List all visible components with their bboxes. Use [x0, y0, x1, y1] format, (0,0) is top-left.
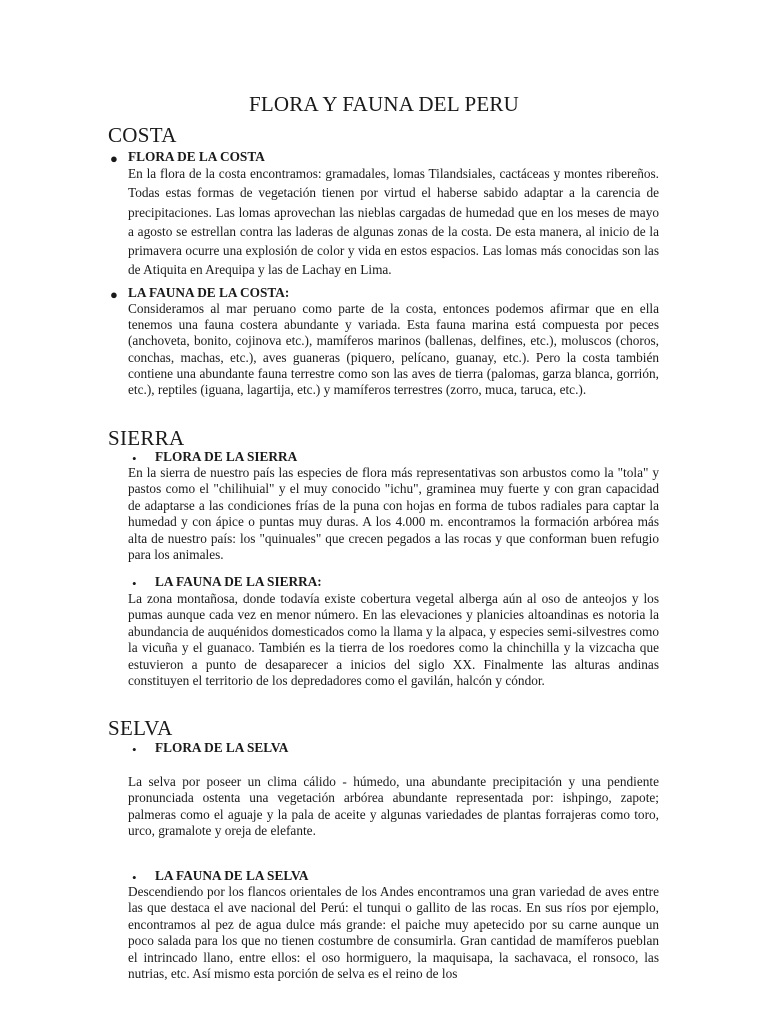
section-heading-sierra: SIERRA [108, 426, 185, 450]
bullet-icon: ● [110, 151, 118, 166]
bullet-icon: ● [110, 287, 118, 302]
subsection-heading-flora-costa: FLORA DE LA COSTA [128, 149, 265, 164]
document-title: FLORA Y FAUNA DEL PERU [248, 92, 520, 116]
paragraph-flora-sierra: En la sierra de nuestro país las especies de flora más representativas son arbustos como la "tola" y pastos como el "chilihuial" y el muy conocido "ichu", graminea muy fuerte y con gran capacidad de adaptarse a las condiciones frías de la puna con hojas en forma de tubos radiales para captar la humedad y con ápice o puntas muy duras. A los 4.000 m. encontramos la formación arbórea más alta de nuestro país: los "quinuales" que crecen pegados a las rocas y que conforman buen refugio para los animales. [128, 465, 659, 563]
paragraph-flora-costa: En la flora de la costa encontramos: gramadales, lomas Tilandsiales, cactáceas y montes ribereños. Todas estas formas de vegetación tienen por virtud el haberse sabido adaptar a la carencia de precipitaciones. Las lomas aprovechan las nieblas cargadas de humedad que en los meses de mayo a agosto se estrellan contra las laderas de algunas zonas de la costa. De esta manera, al inicio de la primavera ocurre una explosión de color y vida en estos espacios. Las lomas más conocidas son las de Atiquita en Arequipa y las de Lachay en Lima. [128, 166, 659, 278]
paragraph-fauna-costa: Consideramos al mar peruano como parte de la costa, entonces podemos afirmar que en ella tenemos una fauna costera abundante y variada. Esta fauna marina está compuesta por peces (anchoveta, bonito, cojinova etc.), mamíferos marinos (ballenas, delfines, etc.), moluscos (choros, conchas, machas, etc.), aves guaneras (piquero, pelícano, guanay, etc.). Pero la costa también contiene una abundante fauna terrestre como son las aves de tierra (palomas, garza blanca, gorrión, etc.), reptiles (iguana, lagartija, etc.) y mamíferos terrestres (zorro, muca, taruca, etc.). [128, 301, 659, 398]
section-heading-costa: COSTA [108, 123, 177, 147]
paragraph-fauna-selva: Descendiendo por los flancos orientales de los Andes encontramos una gran variedad de aves entre las que destaca el ave nacional del Perú: el tunqui o gallito de las rocas. En sus ríos por ejemplo, encontramos al pez de agua dulce más grande: el paiche muy apetecido por su carne aunque un poco salada para los que no tienen costumbre de consumirla. Gran cantidad de mamíferos pueblan el intrincado llano, entre ellos: el oso hormiguero, la maquisapa, la sachavaca, el ronsoco, las nutrias, etc. Así mismo esta porción de selva es el reino de los [128, 884, 659, 982]
bullet-icon: • [132, 870, 137, 885]
paragraph-fauna-sierra: La zona montañosa, donde todavía existe cobertura vegetal alberga aún al oso de anteojos y los pumas aunque cada vez en menor número. En las elevaciones y planicies altoandinas es notoria la abundancia de auquénidos domesticados como la llama y la alpaca, y especies semi-silvestres como la vicuña y el guanaco. También es la tierra de los roedores como la chinchilla y la vizcacha que estuvieron a punto de desaparecer a inicios del siglo XX. Finalmente las alturas andinas constituyen el territorio de los depredadores como el gavilán, halcón y cóndor. [128, 591, 659, 689]
bullet-icon: • [132, 576, 137, 591]
bullet-icon: • [132, 742, 137, 757]
subsection-heading-fauna-selva: LA FAUNA DE LA SELVA [155, 868, 309, 883]
section-heading-selva: SELVA [108, 716, 173, 740]
subsection-heading-flora-selva: FLORA DE LA SELVA [155, 740, 289, 755]
paragraph-flora-selva: La selva por poseer un clima cálido - húmedo, una abundante precipitación y una pendiente pronunciada ostenta una vegetación arbórea abundante representada por: ishpingo, zapote; palmeras como el aguaje y la pala de aceite y algunas variedades de plantas forrajeras como toro, urco, gramalote y oreja de elefante. [128, 774, 659, 839]
subsection-heading-flora-sierra: FLORA DE LA SIERRA [155, 449, 298, 464]
subsection-heading-fauna-costa: LA FAUNA DE LA COSTA: [128, 285, 290, 300]
subsection-heading-fauna-sierra: LA FAUNA DE LA SIERRA: [155, 574, 322, 589]
bullet-icon: • [132, 451, 137, 466]
